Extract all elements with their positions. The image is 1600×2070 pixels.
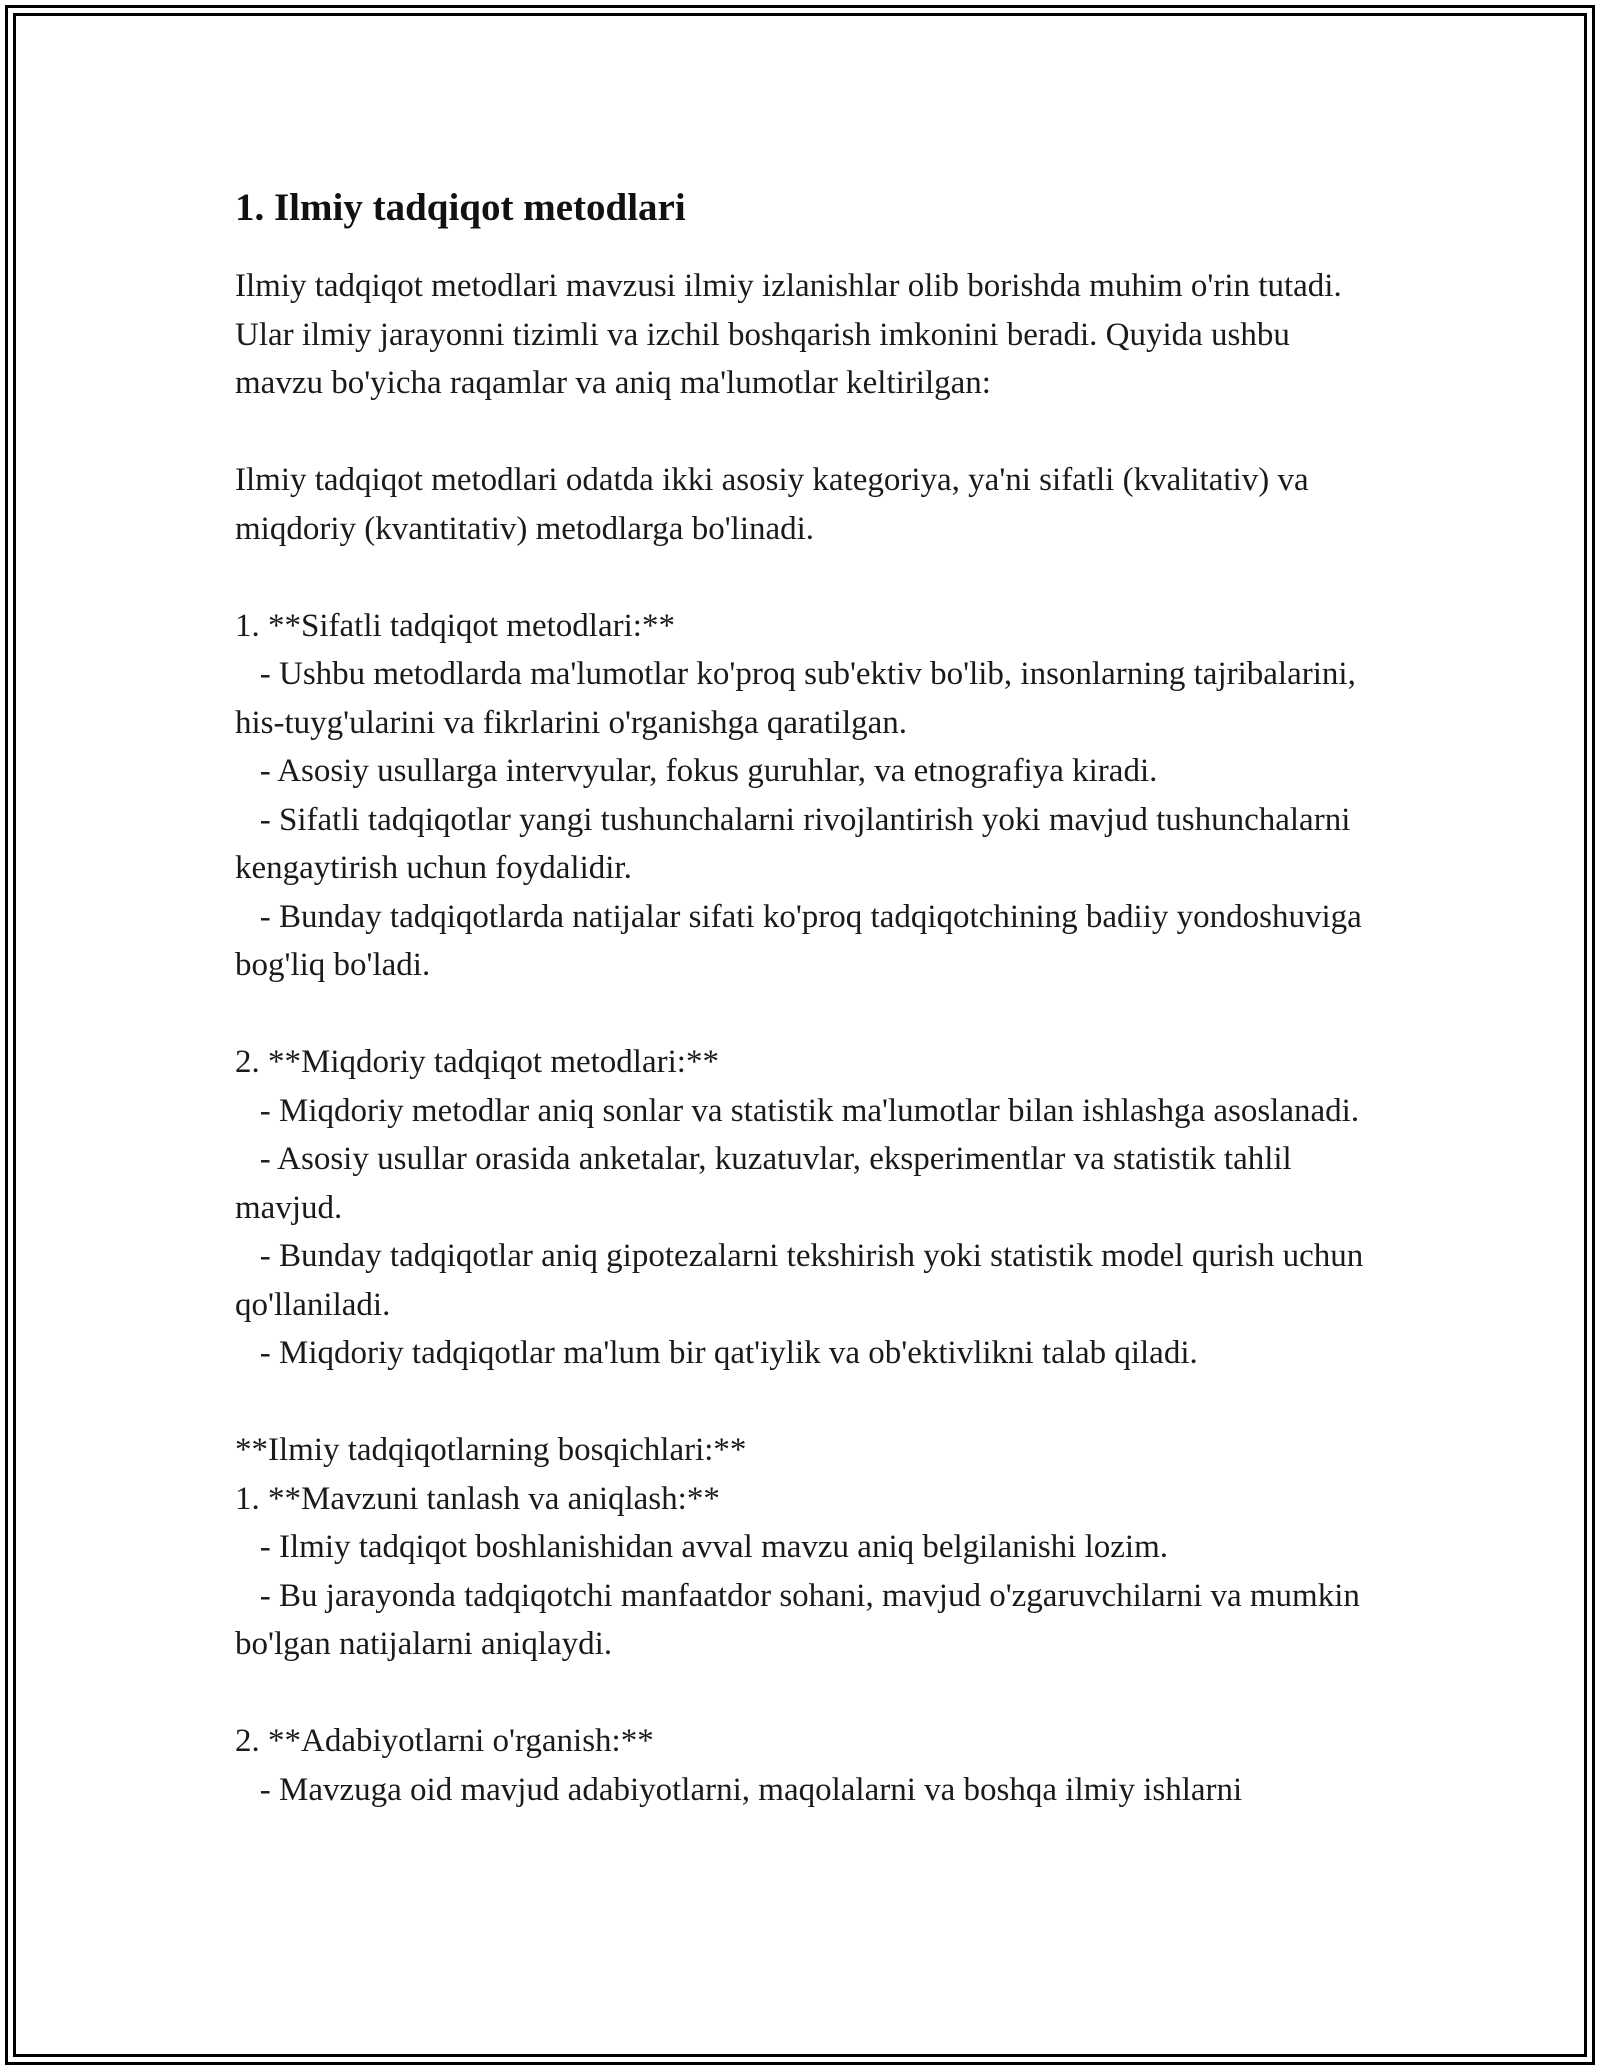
- quantitative-methods-section: 2. **Miqdoriy tadqiqot metodlari:** - Miqdoriy metodlar aniq sonlar va statistik ma'lumotlar bilan ishlashga asoslanadi. - Asosiy usullar orasida anketalar, kuzatuvlar, eksperimentlar va statistik tahlil mavjud. - Bunday tadqiqotlar aniq gipotezalarni tekshirish yoki statistik model qurish uchun qo'llaniladi. - Miqdoriy tadqiqotlar ma'lum bir qat'iylik va ob'ektivlikni talab qiladi.: [235, 1044, 1364, 1371]
- page-title: 1. Ilmiy tadqiqot metodlari: [235, 186, 686, 229]
- document-body: [235, 184, 1385, 1814]
- categories-paragraph: Ilmiy tadqiqot metodlari odatda ikki asosiy kategoriya, ya'ni sifatli (kvalitativ) va miqdoriy (kvantitativ) metodlarga bo'linadi.: [235, 462, 1317, 547]
- paragraph-spacer: [235, 553, 1385, 602]
- qualitative-methods-section: 1. **Sifatli tadqiqot metodlari:** - Ushbu metodlarda ma'lumotlar ko'proq sub'ektiv bo'lib, insonlarning tajribalarini, his-tuyg'ularini va fikrlarini o'rganishga qaratilgan. - Asosiy usullarga intervyular, fokus guruhlar, va etnografiya kiradi. - Sifatli tadqiqotlar yangi tushunchalarni rivojlantirish yoki mavjud tushunchalarni kengaytirish uchun foydalidir. - Bunday tadqiqotlarda natijalar sifati ko'proq tadqiqotchining badiiy yondoshuviga bog'liq bo'ladi.: [235, 607, 1362, 983]
- research-stages-section: **Ilmiy tadqiqotlarning bosqichlari:** 1. **Mavzuni tanlash va aniqlash:** - Ilmiy tadqiqot boshlanishidan avval mavzu aniq belgilanishi lozim. - Bu jarayonda tadqiqotchi manfaatdor sohani, mavjud o'zgaruvchilarni va mumkin bo'lgan natijalarni aniqlaydi.: [235, 1432, 1360, 1662]
- paragraph-spacer: [235, 408, 1385, 457]
- paragraph-spacer: [235, 1378, 1385, 1427]
- paragraph-spacer: [235, 990, 1385, 1039]
- intro-paragraph: Ilmiy tadqiqot metodlari mavzusi ilmiy izlanishlar olib borishda muhim o'rin tutadi. Ular ilmiy jarayonni tizimli va izchil boshqarish imkonini beradi. Quyida ushbu mavzu bo'yicha raqamlar va aniq ma'lumotlar keltirilgan:: [235, 268, 1350, 401]
- paragraph-spacer: [235, 1669, 1385, 1718]
- literature-review-section: 2. **Adabiyotlarni o'rganish:** - Mavzuga oid mavjud adabiyotlarni, maqolalarni va boshqa ilmiy ishlarni: [235, 1723, 1243, 1808]
